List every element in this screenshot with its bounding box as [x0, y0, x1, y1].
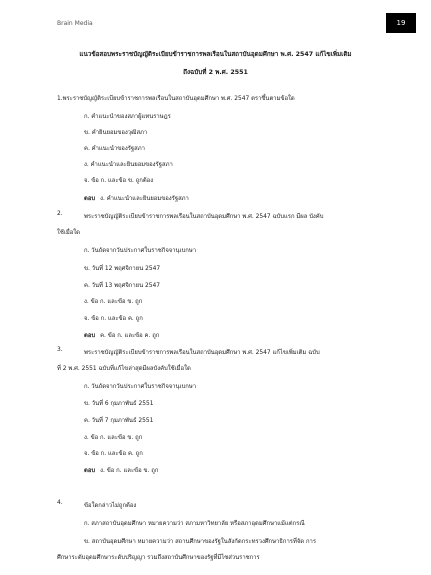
question-2-option-e: จ. ข้อ ก. และข้อ ค. ถูก [84, 316, 143, 322]
question-3-option-a: ก. วันถัดจากวันประกาศในราชกิจจานุเบกษา [84, 384, 197, 390]
question-3-answer [84, 465, 158, 475]
question-4-number: 4. [57, 500, 63, 506]
question-1-text: 1.พระราชบัญญัติระเบียบข้าราชการพลเรือนในสถาบันอุดมศึกษา พ.ศ. 2547 ตราขึ้นตามข้อใด [57, 96, 295, 102]
question-1-option-d: ง. คำแนะนำและยินยอมของรัฐสภา [84, 162, 173, 168]
question-2-number: 2. [57, 211, 63, 217]
question-3-text: พระราชบัญญัติระเบียบข้าราชการพลเรือนในสถาบันอุดมศึกษา พ.ศ. 2547 แก้ไขเพิ่มเติม ฉบับ [84, 350, 320, 356]
question-3-option-b: ข. วันที่ 6 กุมภาพันธ์ 2551 [84, 401, 154, 407]
answer-label: ตอบ [84, 468, 96, 474]
question-3-number: 3. [57, 347, 63, 353]
question-2-option-d: ง. ข้อ ก. และข้อ ข. ถูก [84, 299, 143, 305]
question-1-option-a: ก. คำแนะนำของสภาผู้แทนราษฎร [84, 114, 171, 120]
answer-label: ตอบ [84, 333, 96, 339]
question-2-option-c: ค. วันที่ 13 พฤศจิกายน 2547 [84, 283, 161, 289]
question-4-text: ข้อใดกล่าวไม่ถูกต้อง [84, 503, 137, 509]
question-3-text-cont: ที่ 2 พ.ศ. 2551 ฉบับที่แก้ไขล่าสุดมีผลบังคับใช้เมื่อใด [57, 366, 191, 372]
answer-text: ง. คำแนะนำและยินยอมของรัฐสภา [100, 196, 189, 202]
question-1-option-e: จ. ข้อ ก. และข้อ ข. ถูกต้อง [84, 178, 154, 184]
question-3-option-c: ค. วันที่ 7 กุมภาพันธ์ 2551 [84, 418, 154, 424]
document-title-line-1: แนวข้อสอบพระราชบัญญัติระเบียบข้าราชการพลเรือนในสถาบันอุดมศึกษา พ.ศ. 2547 แก้ไขเพิ่มเติม [79, 51, 352, 58]
question-1-option-c: ค. คำแนะนำของรัฐสภา [84, 146, 145, 152]
question-4-option-b-cont: ศึกษาระดับอุดมศึกษาระดับปริญญา รวมถึงสถาบันศึกษาของรัฐที่มีไซส่วนราชการ [57, 555, 260, 561]
question-4-option-b: ข. สถาบันอุดมศึกษา หมายความว่า สถานศึกษาของรัฐในสังกัดกระทรวงศึกษาธิการที่จัด การ [84, 539, 317, 545]
document-title-line-2: ถึงฉบับที่ 2 พ.ศ. 2551 [183, 69, 248, 76]
question-3-option-e: จ. ข้อ ก. และข้อ ค. ถูก [84, 451, 143, 457]
question-1-option-b: ข. คำยินยอมของวุฒิสภา [84, 130, 148, 136]
answer-text: ง. ข้อ ก. และข้อ ข. ถูก [100, 468, 159, 474]
question-2-answer [84, 330, 159, 340]
answer-text: ค. ข้อ ก. และข้อ ค. ถูก [100, 333, 160, 339]
question-4-option-a: ก. สภาสถาบันอุดมศึกษา หมายความว่า สภามหาวิทยาลัย หรือสภาอุดมศึกษาแม้แต่กรณี [84, 521, 305, 527]
header-brand: Brain Media [57, 20, 93, 27]
answer-label: ตอบ [84, 196, 96, 202]
question-2-option-b: ข. วันที่ 12 พฤศจิกายน 2547 [84, 266, 161, 272]
question-3-option-d: ง. ข้อ ก. และข้อ ข. ถูก [84, 435, 143, 441]
page-number-badge: 19 [386, 13, 416, 33]
question-2-text-cont: ใช้เมื่อใด [57, 230, 81, 236]
question-2-text: พระราชบัญญัติระเบียบข้าราชการพลเรือนในสถาบันอุดมศึกษา พ.ศ. 2547 ฉบับแรก มีผล บังคับ [84, 214, 324, 220]
question-2-option-a: ก. วันถัดจากวันประกาศในราชกิจจานุเบกษา [84, 248, 197, 254]
question-1-answer [84, 193, 189, 203]
